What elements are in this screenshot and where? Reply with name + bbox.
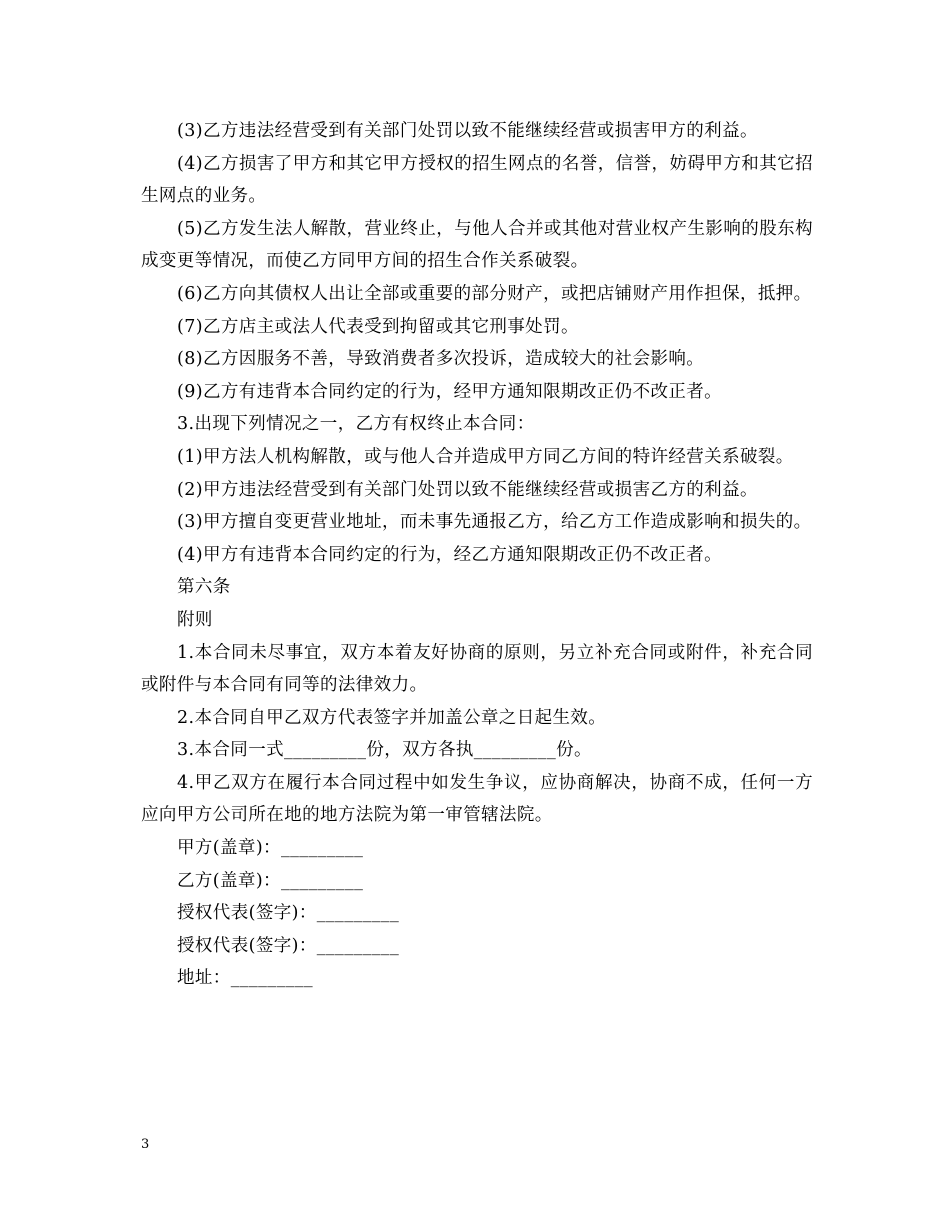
clause-3-violation-party-b: (3)乙方违法经营受到有关部门处罚以致不能继续经营或损害甲方的利益。 — [177, 121, 758, 141]
party-a-seal-line: 甲方(盖章)：_________ — [177, 838, 364, 859]
clause-5-dissolution: (5)乙方发生法人解散，营业终止，与他人合并或其他对营业权产生影响的股东构成变更等情况，而使乙方同甲方间的招生合作关系破裂。 — [141, 218, 813, 272]
clause-9-contract-breach: (9)乙方有违背本合同约定的行为，经甲方通知限期改正仍不改正者。 — [177, 381, 723, 402]
authorized-representative-signature-2: 授权代表(签字)：_________ — [177, 935, 400, 956]
clause-7-criminal-penalty: (7)乙方店主或法人代表受到拘留或其它刑事处罚。 — [177, 316, 579, 337]
clause-2-violation-party-a: (2)甲方违法经营受到有关部门处罚以致不能继续经营或损害乙方的利益。 — [177, 479, 758, 500]
provision-1-supplement: 1.本合同未尽事宜，双方本着友好协商的原则，另立补充合同或附件，补充合同或附件与本合同有同等的法律效力。 — [141, 642, 813, 696]
clause-3-address-change: (3)甲方擅自变更营业地址，而未事先通报乙方，给乙方工作造成影响和损失的。 — [177, 512, 812, 533]
article-six-heading: 第六条 — [177, 577, 231, 598]
provision-2-effective-date: 2.本合同自甲乙双方代表签字并加盖公章之日起生效。 — [177, 707, 607, 728]
clause-4-reputation-damage: (4)乙方损害了甲方和其它甲方授权的招生网点的名誉，信誉，妨碍甲方和其它招生网点的业务。 — [141, 153, 813, 207]
party-b-seal-line: 乙方(盖章)：_________ — [177, 870, 364, 891]
address-line: 地址：_________ — [177, 968, 314, 989]
supplementary-provisions-heading: 附则 — [177, 609, 213, 630]
document-body — [141, 115, 813, 995]
clause-8-customer-complaints: (8)乙方因服务不善，导致消费者多次投诉，造成较大的社会影响。 — [177, 349, 705, 370]
clause-1-dissolution-party-a: (1)甲方法人机构解散，或与他人合并造成甲方同乙方间的特许经营关系破裂。 — [177, 446, 794, 467]
page-number: 3 — [141, 1137, 150, 1152]
clause-4-contract-breach-party-a: (4)甲方有违背本合同约定的行为，经乙方通知限期改正仍不改正者。 — [177, 544, 723, 565]
authorized-representative-signature-1: 授权代表(签字)：_________ — [177, 903, 400, 924]
section-3-termination-heading: 3.出现下列情况之一，乙方有权终止本合同： — [177, 414, 535, 435]
provision-3-copies: 3.本合同一式_________份，双方各执_________份。 — [177, 740, 592, 761]
clause-6-asset-transfer: (6)乙方向其债权人出让全部或重要的部分财产，或把店铺财产用作担保，抵押。 — [177, 283, 812, 304]
provision-4-dispute-resolution: 4.甲乙双方在履行本合同过程中如发生争议，应协商解决，协商不成，任何一方应向甲方公司所在地的地方法院为第一审管辖法院。 — [141, 772, 813, 826]
